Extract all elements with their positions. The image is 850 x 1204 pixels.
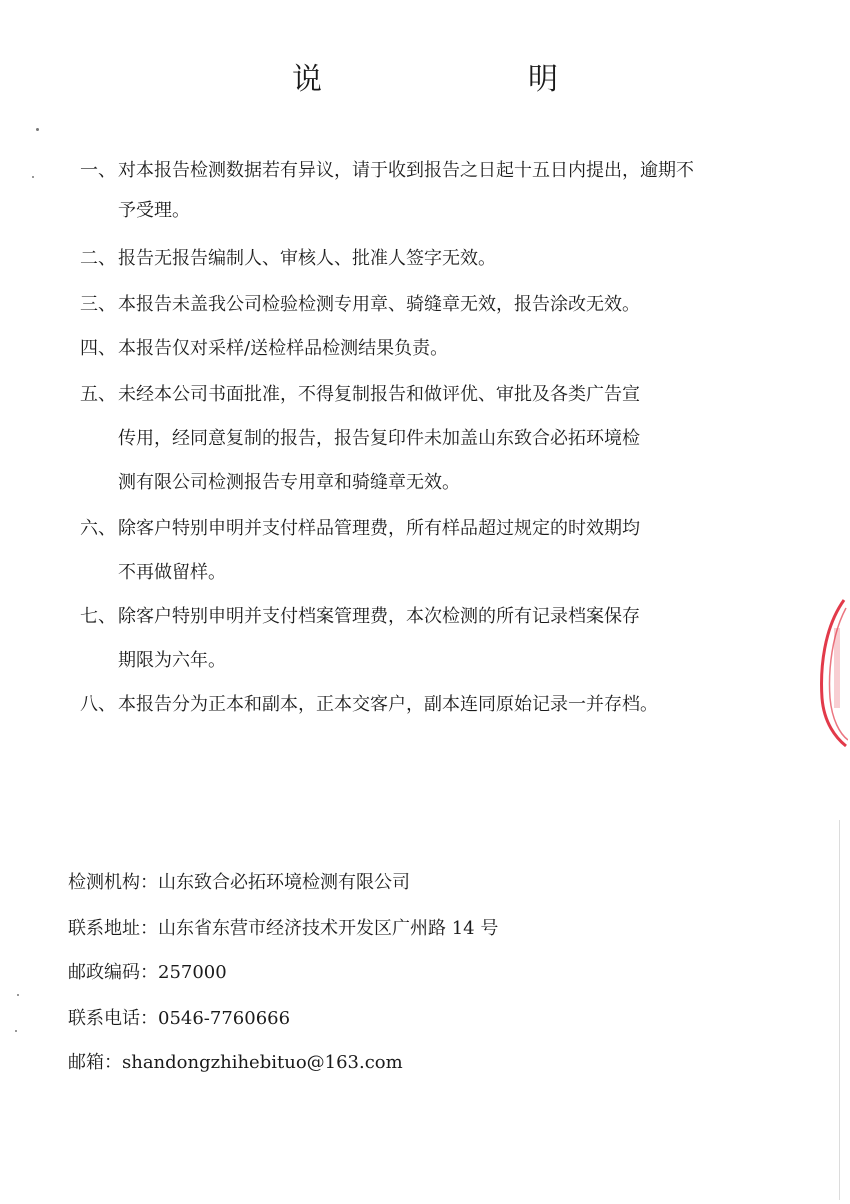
item-number: 七、 — [80, 606, 116, 627]
seam-stamp-fragment — [814, 598, 848, 748]
notice-item-3 — [0, 292, 850, 318]
contact-address — [68, 916, 498, 942]
item-number: 八、 — [80, 694, 116, 715]
notice-item-8 — [0, 692, 850, 718]
item-line: 本报告未盖我公司检验检测专用章、骑缝章无效，报告涂改无效。 — [118, 294, 640, 315]
scan-speck — [15, 1030, 17, 1032]
item-line: 未经本公司书面批准，不得复制报告和做评优、审批及各类广告宣 — [118, 384, 640, 405]
item-number: 二、 — [80, 248, 116, 269]
notice-item-1 — [0, 158, 850, 222]
title-char-2: 明 — [528, 62, 558, 97]
contact-address-label: 联系地址： — [68, 918, 158, 939]
scan-speck — [36, 128, 39, 131]
item-line: 不再做留样。 — [118, 562, 226, 583]
title-char-1: 说 — [292, 62, 322, 97]
contact-zip-value: 257000 — [158, 962, 227, 983]
item-number: 五、 — [80, 384, 116, 405]
contact-email — [68, 1050, 403, 1076]
contact-org-label: 检测机构： — [68, 872, 158, 893]
scan-speck — [17, 994, 19, 996]
contact-address-value: 山东省东营市经济技术开发区广州路 14 号 — [158, 918, 499, 939]
contact-phone — [68, 1006, 290, 1032]
contact-org — [68, 870, 410, 896]
item-line: 对本报告检测数据若有异议，请于收到报告之日起十五日内提出，逾期不 — [118, 160, 694, 181]
notice-item-7 — [0, 604, 850, 674]
item-line: 本报告分为正本和副本，正本交客户，副本连同原始记录一并存档。 — [118, 694, 658, 715]
item-line: 除客户特别申明并支付样品管理费，所有样品超过规定的时效期均 — [118, 518, 640, 539]
scan-speck — [32, 176, 34, 178]
item-line: 测有限公司检测报告专用章和骑缝章无效。 — [118, 472, 460, 493]
item-number: 一、 — [80, 160, 116, 181]
item-number: 六、 — [80, 518, 116, 539]
contact-zip — [68, 960, 227, 986]
item-line: 除客户特别申明并支付档案管理费，本次检测的所有记录档案保存 — [118, 606, 640, 627]
notice-item-6 — [0, 516, 850, 586]
notice-item-5 — [0, 382, 850, 498]
item-number: 四、 — [80, 338, 116, 359]
item-line: 传用，经同意复制的报告，报告复印件未加盖山东致合必拓环境检 — [118, 428, 640, 449]
contact-phone-label: 联系电话： — [68, 1008, 158, 1029]
contact-org-value: 山东致合必拓环境检测有限公司 — [158, 872, 410, 893]
notice-item-4 — [0, 336, 850, 362]
item-line: 予受理。 — [118, 200, 190, 221]
item-line: 本报告仅对采样/送检样品检测结果负责。 — [118, 338, 449, 359]
item-line: 期限为六年。 — [118, 650, 226, 671]
contact-email-label: 邮箱： — [68, 1052, 122, 1073]
contact-phone-value: 0546-7760666 — [158, 1008, 291, 1029]
scan-edge-line — [839, 820, 840, 1200]
contact-email-value: shandongzhihebituo@163.com — [122, 1052, 403, 1073]
page-title — [0, 58, 850, 102]
item-line: 报告无报告编制人、审核人、批准人签字无效。 — [118, 248, 496, 269]
notice-item-2 — [0, 246, 850, 272]
item-number: 三、 — [80, 294, 116, 315]
contact-zip-label: 邮政编码： — [68, 962, 158, 983]
